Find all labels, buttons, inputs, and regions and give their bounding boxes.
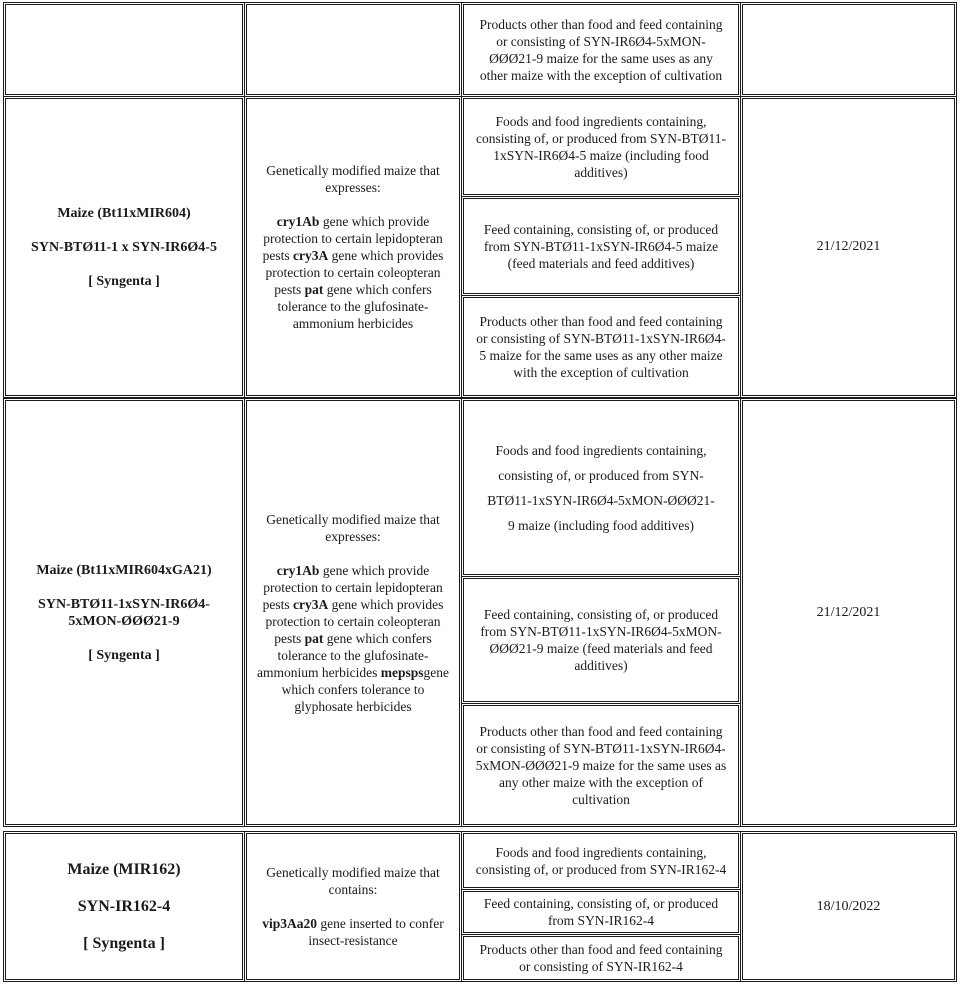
gene-description: gene which provides protection to certain coleopteran pests: [265, 248, 444, 297]
row1-description-cell: [246, 98, 460, 396]
row3-description-cell: [246, 833, 460, 980]
top-col2-cell: [246, 4, 460, 95]
crop-name: Maize (MIR162): [67, 860, 181, 878]
gene-description: gene which provide protection to certain lepidopteran pests: [262, 562, 443, 612]
row1-scope-feed: [463, 198, 739, 294]
gene-name: pat: [304, 630, 324, 646]
scope-text: Feed containing, consisting of, or produced from SYN-BTØ11-1xSYN-IR6Ø4-5xMON-ØØØ21-9 maize (feed materials and feed additives): [480, 607, 722, 673]
scope-text: Feed containing, consisting of, or produced from SYN-BTØ11-1xSYN-IR6Ø4-5 maize (feed materials and feed additives): [483, 221, 719, 271]
crop-name: Maize (Bt11xMIR604xGA21): [36, 562, 212, 578]
scope-text: Foods and food ingredients containing, consisting of, or produced from SYN-IR162-4: [475, 844, 727, 877]
description-intro: Genetically modified maize that expresses:: [266, 511, 440, 544]
row3-date-cell: [742, 833, 955, 980]
scope-text: Products other than food and feed containing or consisting of SYN-IR162-4: [479, 942, 723, 974]
gene-name: pat: [304, 282, 324, 297]
gene-description: gene which provides protection to certain coleopteran pests: [265, 596, 444, 646]
row1-event-cell: [5, 98, 243, 396]
row2-description-cell: [246, 400, 460, 825]
gene-description: gene inserted to confer insect-resistance: [308, 916, 444, 948]
top-col4-cell: [742, 4, 955, 95]
gene-name: cry3A: [293, 596, 329, 612]
crop-name: Maize (Bt11xMIR604): [57, 205, 191, 221]
scope-text: Feed containing, consisting of, or produced from SYN-IR162-4: [483, 896, 719, 928]
gene-name: cry3A: [293, 248, 329, 263]
row3-scope-feed: [463, 891, 739, 933]
row3-event-cell: [5, 833, 243, 980]
authorisation-date: 21/12/2021: [816, 604, 881, 620]
gene-description: gene which confers tolerance to the glufosinate-ammonium herbicides: [257, 630, 432, 680]
gene-name: mepsps: [380, 664, 424, 680]
applicant: [ Syngenta ]: [88, 273, 160, 289]
applicant: [ Syngenta ]: [88, 647, 160, 663]
row2-scope-food: [463, 400, 739, 575]
top-col1-cell: [5, 4, 243, 95]
row3-scope-food: [463, 833, 739, 888]
scope-text: Foods and food ingredients containing, consisting of, or produced from SYN-BTØ11-1xSYN-IR6Ø4-5 maize (including food additives): [476, 113, 726, 180]
row1-scope-products: [463, 297, 739, 396]
row1-date-cell: [742, 98, 955, 396]
top-products-scope: [463, 4, 739, 95]
scope-text: Foods and food ingredients containing, consisting of, or produced from SYN-BTØ11-1xSYN-IR6Ø4-5xMON-ØØØ21-9 maize (including food additives): [487, 442, 715, 533]
authorisation-date: 21/12/2021: [816, 239, 881, 254]
gene-description: gene which confers tolerance to the glufosinate-ammonium herbicides: [277, 282, 432, 331]
row3-scope-products: [463, 936, 739, 980]
row2-scope-feed: [463, 578, 739, 702]
gene-name: vip3Aa20: [262, 916, 318, 931]
unique-identifier: SYN-BTØ11-1 x SYN-IR6Ø4-5: [31, 239, 217, 255]
gene-name: cry1Ab: [276, 214, 320, 229]
scope-text: Products other than food and feed containing or consisting of SYN-BTØ11-1xSYN-IR6Ø4-5 maize for the same uses as any other maize with the exception of cultivation: [476, 313, 726, 380]
authorisation-date: 18/10/2022: [816, 898, 881, 914]
row1-scope-food: [463, 98, 739, 195]
applicant: [ Syngenta ]: [83, 934, 165, 952]
scope-text: Products other than food and feed containing or consisting of SYN-IR6Ø4-5xMON-ØØØ21-9 maize for the same uses as any other maize with the exception of cultivation: [479, 16, 723, 83]
gene-description: gene which provide protection to certain lepidopteran pests: [262, 214, 443, 263]
row2-event-cell: [5, 400, 243, 825]
gene-description: gene which confers tolerance to glyphosate herbicides: [281, 664, 449, 714]
unique-identifier: SYN-IR162-4: [77, 897, 171, 915]
unique-identifier: SYN-BTØ11-1xSYN-IR6Ø4-5xMON-ØØØ21-9: [38, 596, 210, 629]
row2-scope-products: [463, 705, 739, 825]
row2-date-cell: [742, 400, 955, 825]
scope-text: Products other than food and feed containing or consisting of SYN-BTØ11-1xSYN-IR6Ø4-5xMON-ØØØ21-9 maize for the same uses as any other maize with the exception of cultivation: [475, 723, 727, 807]
description-intro: Genetically modified maize that contains:: [266, 865, 440, 897]
gene-name: cry1Ab: [276, 562, 320, 578]
description-intro: Genetically modified maize that expresses:: [266, 163, 440, 195]
